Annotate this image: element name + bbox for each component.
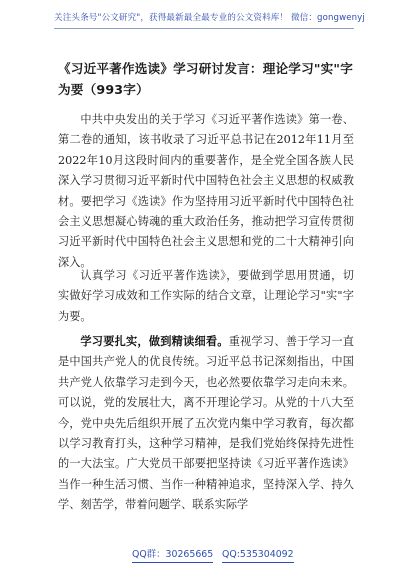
paragraph-study-requirement: 认真学习《习近平著作选读》，要做到学思用贯通，切实做好学习成效和工作实际的结合文章，让理论学习"实"字为要。	[58, 269, 354, 323]
header-banner	[54, 10, 365, 29]
footer	[0, 548, 408, 570]
paragraph-study-solid	[58, 332, 354, 516]
paragraph-intro: 中共中央发出的关于学习《习近平著作选读》第一卷、第二卷的通知，该书收录了习近平总书记在2012年11月至2022年10月这段时间内的重要著作，是全党全国各族人民深入学习贯彻习近平新时代中国特色社会主义思想的权威教材。要把学习《选读》作为坚持用习近平新时代中国特色社会主义思想凝心铸魂的重大政治任务，推动把学习宣传贯彻习近平新时代中国特色社会主义思想和党的二十大精神引向深入。	[58, 113, 354, 269]
footer-qq-group: QQ群：30265665	[132, 548, 213, 563]
document-title: 《习近平著作选读》学习研讨发言：理论学习"实"字为要（993字）	[58, 61, 353, 97]
footer-qq: QQ:535304092	[222, 548, 294, 563]
paragraph-body: 重视学习、善于学习一直是中国共产党人的优良传统。习近平总书记深刻指出，中国共产党人依靠学习走到今天，也必然要依靠学习走向未来。可以说，党的发展壮大，离不开理论学习。从党的十八大至今，党中央先后组织开展了五次党内集中学习教育，每次都以学习教育打头，这种学习精神，是我们党始终保持先进性的一大法宝。广大党员干部要把坚持读《习近平著作选读》当作一种生活习惯、当作一种精神追求，坚持深入学、持久学、刻苦学，带着问题学、联系实际学	[58, 335, 354, 512]
paragraph-lead-heading: 学习要扎实，做到精读细看。	[80, 335, 229, 348]
header-banner-text: 关注头条号"公文研究"，获得最新最全最专业的公文资料库！ 微信：gongwenyj	[54, 13, 365, 23]
